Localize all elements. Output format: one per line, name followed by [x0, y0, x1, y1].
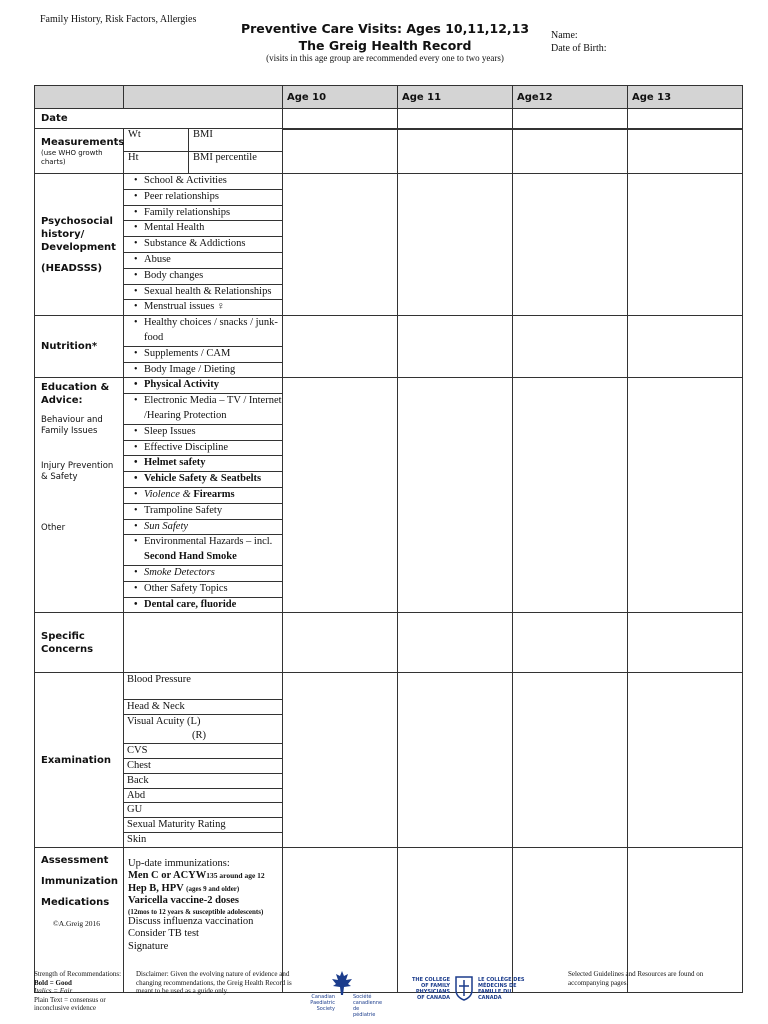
- nutrition-label: Nutrition*: [35, 316, 124, 378]
- list-item: Blood Pressure: [124, 673, 282, 700]
- bmi-percentile-label: BMI percentile: [193, 151, 257, 163]
- environmental-text: Environmental Hazards – incl.: [144, 536, 273, 548]
- maple-leaf-icon: [330, 970, 354, 996]
- firearms-text: Firearms: [193, 488, 235, 500]
- list-item: Head & Neck: [124, 700, 282, 715]
- list-item: • Supplements / CAM: [124, 347, 282, 363]
- date-cell[interactable]: [628, 109, 743, 129]
- entry-cell[interactable]: [513, 316, 628, 378]
- influenza-text: Discuss influenza vaccination: [128, 915, 254, 927]
- visual-acuity-right: (R): [192, 729, 206, 741]
- immunization-title: Immunization: [41, 875, 118, 887]
- entry-cell[interactable]: [283, 378, 398, 613]
- cfpc-name-fr: LE COLLÈGE DES MÉDECINS DE FAMILLE DU CANADA: [478, 977, 525, 1001]
- varicella-text: Varicella vaccine-2 doses: [128, 895, 240, 907]
- list-item: • Trampoline Safety: [124, 504, 282, 520]
- measurement-cell[interactable]: [628, 129, 743, 174]
- tb-test-text: Consider TB test: [128, 928, 199, 940]
- page-subtitle: (visits in this age group are recommended every one to two years): [266, 53, 504, 63]
- disclaimer: Disclaimer: Given the evolving nature of evidence and changing recommendations, the Greig Health Record is meant to be used as a guide only.: [136, 970, 292, 995]
- list-item: • Helmet safety: [124, 456, 282, 472]
- strength-legend: [34, 970, 129, 1013]
- men-c-text: Men C or ACYW: [128, 870, 207, 882]
- education-label: [35, 378, 124, 613]
- entry-cell[interactable]: [283, 174, 398, 316]
- header-blank: [124, 86, 283, 109]
- list-item: Chest: [124, 759, 282, 774]
- signature-label: Signature: [128, 940, 169, 952]
- men-c-note: 135 around age 12: [206, 871, 265, 881]
- list-item: Abd: [124, 789, 282, 804]
- list-item: • Effective Discipline: [124, 441, 282, 457]
- entry-cell[interactable]: [628, 174, 743, 316]
- list-item: [124, 715, 282, 744]
- list-item: • Family relationships: [124, 206, 282, 222]
- plain-legend: Plain Text = consensus or inconclusive evidence: [34, 995, 106, 1012]
- entry-cell[interactable]: [283, 613, 398, 673]
- headsss-label: (HEADSSS): [41, 262, 103, 274]
- list-item: • Electronic Media – TV / Internet /Hearing Protection: [124, 394, 282, 425]
- entry-cell[interactable]: [283, 673, 398, 847]
- list-item: GU: [124, 803, 282, 818]
- assessment-title: Assessment: [41, 854, 109, 866]
- measurements-row: [35, 129, 743, 174]
- psychosocial-items: [124, 174, 283, 316]
- list-item: • Sleep Issues: [124, 425, 282, 441]
- entry-cell[interactable]: [628, 316, 743, 378]
- list-item: • Body changes: [124, 269, 282, 285]
- entry-cell[interactable]: [628, 378, 743, 613]
- entry-cell[interactable]: [398, 847, 513, 992]
- resources-note: Selected Guidelines and Resources are found on accompanying pages.: [568, 970, 704, 987]
- list-item: Skin: [127, 833, 147, 845]
- cps-name-en: Canadian Paediatric Society: [310, 994, 335, 1012]
- education-title: Education & Advice:: [41, 382, 110, 407]
- measurements-fields: [124, 129, 283, 174]
- entry-cell[interactable]: [513, 174, 628, 316]
- list-item: • Dental care, fluoride: [124, 598, 282, 613]
- nutrition-items: [124, 316, 283, 378]
- italics-legend: Italics = Fair: [34, 987, 73, 995]
- hep-b-note: (ages 9 and older): [186, 884, 240, 893]
- entry-cell[interactable]: [398, 613, 513, 673]
- measurements-note: (use WHO growth charts): [41, 148, 103, 166]
- cps-name-fr: Société canadienne de pédiatrie: [353, 994, 383, 1018]
- list-item: • Mental Health: [124, 221, 282, 237]
- list-item: • Other Safety Topics: [124, 582, 282, 598]
- medications-title: Medications: [41, 896, 110, 908]
- education-items: [124, 378, 283, 613]
- injury-prevention-label: Injury Prevention & Safety: [41, 461, 114, 483]
- measurement-cell[interactable]: [283, 129, 398, 174]
- psychosocial-title: Psychosocial history/ Development: [41, 215, 116, 253]
- record-title: The Greig Health Record: [298, 38, 472, 53]
- date-cell[interactable]: [283, 109, 398, 129]
- list-item: • Abuse: [124, 253, 282, 269]
- list-item: [124, 488, 282, 504]
- entry-cell[interactable]: [398, 174, 513, 316]
- measurements-title: Measurements: [41, 136, 125, 148]
- list-item: Sexual Maturity Rating: [124, 818, 282, 833]
- visual-acuity-left: Visual Acuity (L): [127, 716, 201, 728]
- cfpc-name-en: THE COLLEGE OF FAMILY PHYSICIANS OF CANADA: [412, 977, 450, 1001]
- entry-cell[interactable]: [398, 316, 513, 378]
- wt-label: Wt: [124, 129, 189, 151]
- col-age-10: Age 10: [283, 86, 398, 109]
- psychosocial-row: [35, 174, 743, 316]
- entry-cell[interactable]: [513, 378, 628, 613]
- concerns-label: Specific Concerns: [35, 613, 124, 673]
- cfpc-logo: [410, 975, 530, 1007]
- psychosocial-label: [35, 174, 124, 316]
- list-item: • Peer relationships: [124, 190, 282, 206]
- list-item: Back: [124, 774, 282, 789]
- list-item: • Smoke Detectors: [124, 566, 282, 582]
- list-item: CVS: [124, 744, 282, 759]
- list-item: • Healthy choices / snacks / junk-food: [124, 316, 282, 347]
- examination-items: [124, 673, 283, 847]
- list-item: • Sun Safety: [124, 520, 282, 536]
- nutrition-row: [35, 316, 743, 378]
- hep-b-text: Hep B, HPV: [128, 882, 184, 894]
- measurements-label: [35, 129, 124, 174]
- entry-cell[interactable]: [628, 673, 743, 847]
- list-item: • Body Image / Dieting: [124, 363, 282, 378]
- ht-label: Ht: [124, 151, 189, 173]
- header-blank: [35, 86, 124, 109]
- concerns-blank: [124, 613, 283, 673]
- list-item: • Sexual health & Relationships: [124, 285, 282, 301]
- dob-label: Date of Birth:: [551, 43, 607, 54]
- list-item: • Physical Activity: [124, 378, 282, 394]
- col-age-13: Age 13: [628, 86, 743, 109]
- varicella-note: (12mos to 12 years & susceptible adolescents): [128, 907, 264, 916]
- second-hand-smoke-text: Second Hand Smoke: [144, 551, 237, 563]
- entry-cell[interactable]: [628, 613, 743, 673]
- family-history-heading: Family History, Risk Factors, Allergies: [40, 14, 197, 25]
- violence-text: Violence &: [144, 488, 191, 500]
- men-c-line: [128, 870, 278, 883]
- col-age-11: Age 11: [398, 86, 513, 109]
- cfpc-crest-icon: [454, 975, 474, 1001]
- education-row: [35, 378, 743, 613]
- name-label: Name:: [551, 30, 578, 41]
- hep-b-line: [128, 883, 278, 896]
- bold-legend: Bold = Good: [34, 978, 72, 987]
- immunization-text: Up-date immunizations:: [128, 857, 230, 869]
- page-title: Preventive Care Visits: Ages 10,11,12,13: [240, 21, 530, 36]
- measurement-cell[interactable]: [513, 129, 628, 174]
- entry-cell[interactable]: [398, 378, 513, 613]
- entry-cell[interactable]: [398, 673, 513, 847]
- header-row: [35, 86, 743, 109]
- examination-label: Examination: [35, 673, 124, 847]
- list-item: • Menstrual issues ♀: [124, 300, 282, 315]
- bmi-label: BMI: [189, 129, 283, 151]
- list-item: • School & Activities: [124, 174, 282, 190]
- other-label: Other: [41, 523, 66, 534]
- preventive-care-table: [34, 85, 743, 993]
- measurement-cell[interactable]: [398, 129, 513, 174]
- date-label: Date: [35, 109, 283, 129]
- strength-title: Strength of Recommendations:: [34, 970, 122, 978]
- copyright: ©A.Greig 2016: [53, 918, 100, 928]
- entry-cell[interactable]: [513, 673, 628, 847]
- date-cell[interactable]: [513, 109, 628, 129]
- col-age-12: Age12: [513, 86, 628, 109]
- concerns-row: [35, 613, 743, 673]
- entry-cell[interactable]: [513, 613, 628, 673]
- examination-row: [35, 673, 743, 847]
- date-row: [35, 109, 743, 129]
- list-item: • Substance & Addictions: [124, 237, 282, 253]
- date-cell[interactable]: [398, 109, 513, 129]
- behaviour-label: Behaviour and Family Issues: [41, 415, 103, 437]
- list-item: • Vehicle Safety & Seatbelts: [124, 472, 282, 488]
- cps-logo: [305, 970, 383, 1018]
- entry-cell[interactable]: [283, 316, 398, 378]
- list-item: [124, 535, 282, 566]
